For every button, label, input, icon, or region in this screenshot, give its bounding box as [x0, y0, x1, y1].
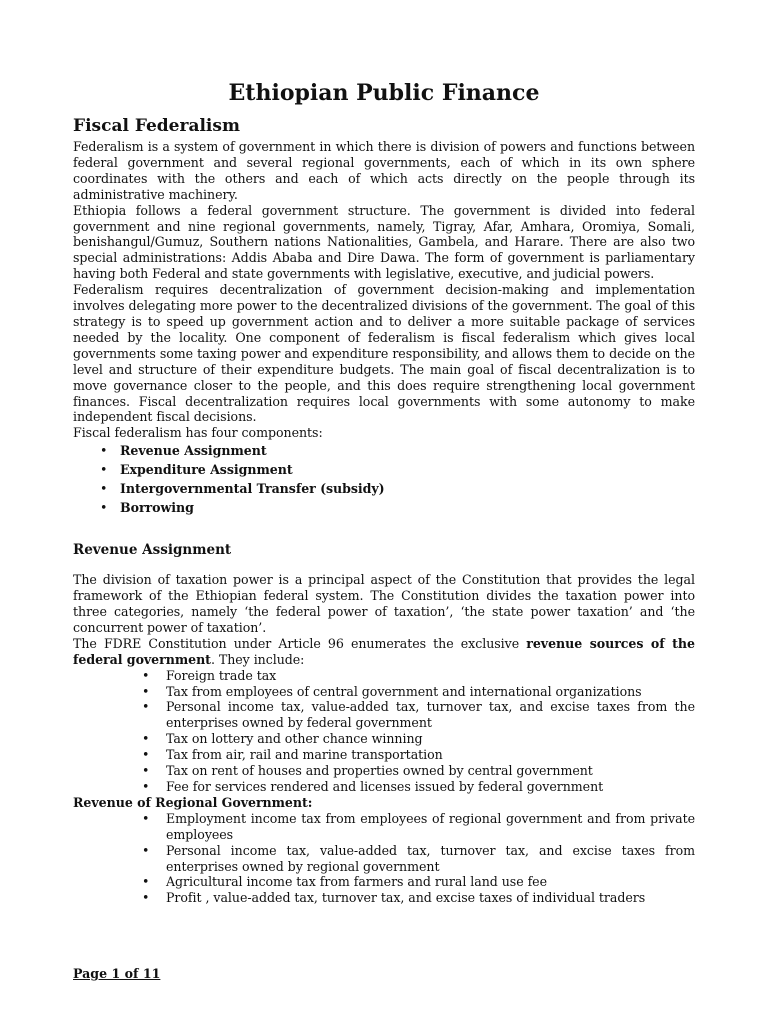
- list-item: • Agricultural income tax from farmers and rural land use fee: [73, 874, 695, 890]
- regional-revenue-list: [73, 811, 695, 906]
- list-item: • Expenditure Assignment: [73, 460, 695, 479]
- list-item: • Borrowing: [73, 498, 695, 517]
- paragraph-components-intro: Fiscal federalism has four components:: [73, 425, 323, 441]
- paragraph-ethiopia-structure: Ethiopia follows a federal government structure. The government is divided into federal government and nine regional governments, namely, Tigray, Afar, Amhara, Oromiya, Somali, benishangul/Gumuz, Southern nations Nationalities, Gambela, and Harare. There are also two special administrations: Addis Ababa and Dire Dawa. The form of government is parliamentary having both Federal and state governments with legislative, executive, and judicial powers.: [73, 202, 695, 282]
- list-item: • Personal income tax, value-added tax, turnover tax, and excise taxes from enterprises owned by regional government: [73, 843, 695, 875]
- list-item: • Revenue Assignment: [73, 441, 695, 460]
- document-body: [73, 78, 695, 906]
- list-item: • Intergovernmental Transfer (subsidy): [73, 479, 695, 498]
- paragraph-federalism-definition: Federalism is a system of government in which there is division of powers and functions between federal government and several regional governments, each of which in its own sphere coordinates with the others and each of which acts directly on the people through its administrative machinery.: [73, 139, 695, 202]
- list-item: • Tax on rent of houses and properties owned by central government: [73, 763, 695, 779]
- section-heading-fiscal-federalism: Fiscal Federalism: [73, 116, 240, 136]
- page-title: Ethiopian Public Finance: [228, 80, 540, 106]
- paragraph-taxation-power: The division of taxation power is a principal aspect of the Constitution that provides the legal framework of the Ethiopian federal system. The Constitution divides the taxation power into three categories, namely ‘the federal power of taxation’, ‘the state power taxation’ and ‘the concurrent power of taxation’.: [73, 572, 695, 635]
- page-number-footer: Page 1 of 11: [73, 966, 161, 981]
- paragraph-article-96: [73, 636, 695, 668]
- section-heading-revenue-assignment: Revenue Assignment: [73, 542, 232, 559]
- list-item: • Personal income tax, value-added tax, turnover tax, and excise taxes from the enterprises owned by federal government: [73, 699, 695, 731]
- list-item: • Foreign trade tax: [73, 668, 695, 684]
- regional-revenue-heading-text: Revenue of Regional Government:: [73, 794, 313, 810]
- list-item: • Employment income tax from employees of regional government and from private employees: [73, 811, 695, 843]
- list-item: • Tax from employees of central government and international organizations: [73, 684, 695, 700]
- article-96-tail: . They include:: [210, 651, 305, 667]
- paragraph-decentralization: Federalism requires decentralization of government decision-making and implementation involves delegating more power to the decentralized divisions of the government. The goal of this strategy is to speed up government action and to deliver a more suitable package of services needed by the locality. One component of federalism is fiscal federalism which gives local governments some taxing power and expenditure responsibility, and allows them to decide on the level and structure of their expenditure budgets. The main goal of fiscal decentralization is to move governance closer to the people, and this does require strengthening local government finances. Fiscal decentralization requires local governments with some autonomy to make independent fiscal decisions.: [73, 282, 695, 425]
- regional-revenue-heading: [73, 795, 695, 811]
- article-96-bold: revenue sources of the federal government: [73, 635, 695, 667]
- list-item: • Tax on lottery and other chance winning: [73, 731, 695, 747]
- list-item: • Profit , value-added tax, turnover tax, and excise taxes of individual traders: [73, 890, 695, 906]
- list-item: • Tax from air, rail and marine transportation: [73, 747, 695, 763]
- list-item: • Fee for services rendered and licenses issued by federal government: [73, 779, 695, 795]
- article-96-lead: The FDRE Constitution under Article 96 enumerates the exclusive: [73, 635, 527, 651]
- components-list: [73, 441, 695, 517]
- federal-revenue-list: [73, 668, 695, 795]
